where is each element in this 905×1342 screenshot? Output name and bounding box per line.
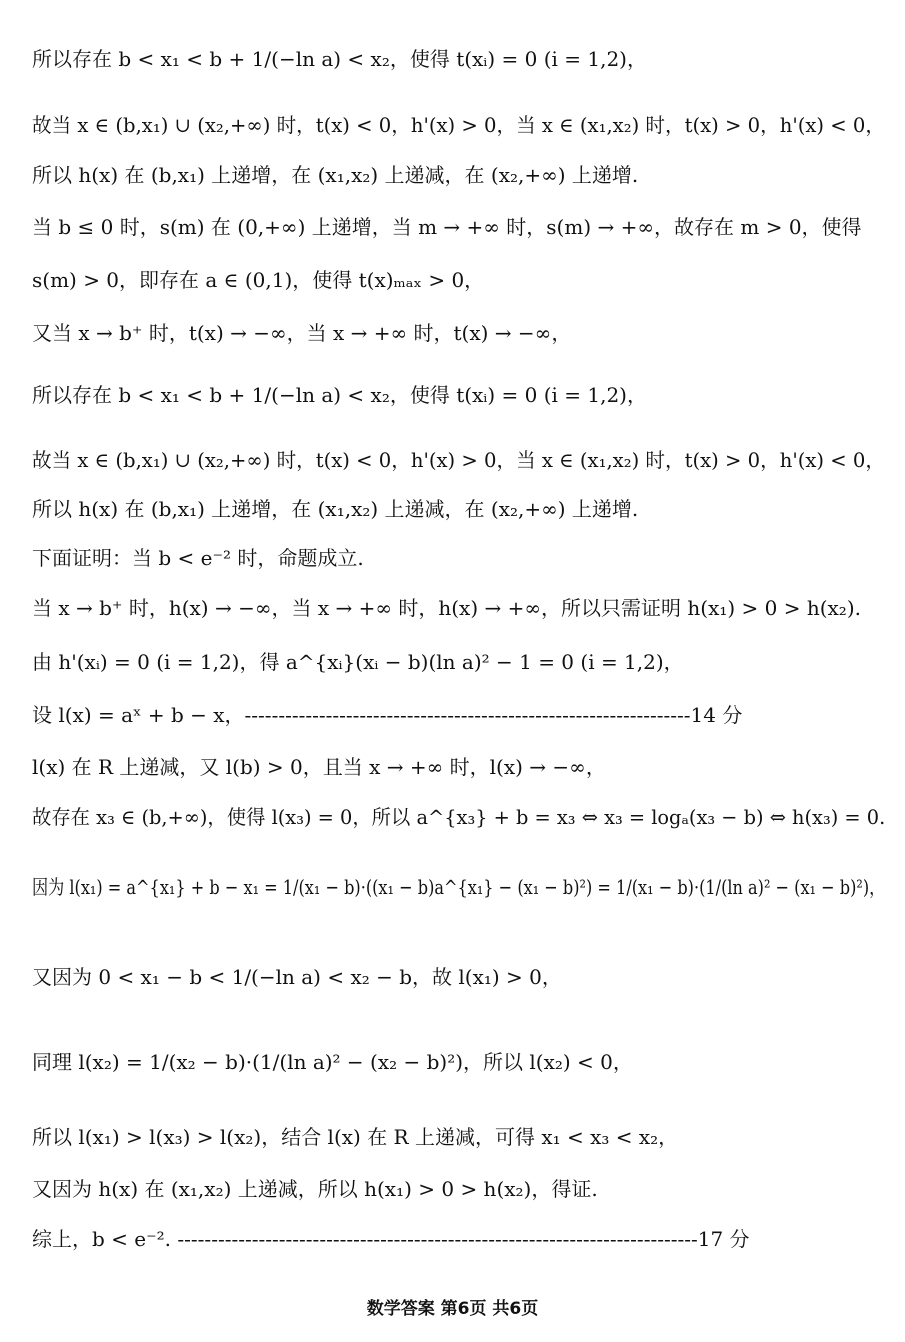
text-line (32, 752, 885, 782)
line-text: 又当 x → b⁺ 时，t(x) → −∞，当 x → +∞ 时，t(x) → −∞， (32, 321, 572, 345)
text-line (32, 1224, 885, 1254)
text-line (32, 962, 885, 992)
text-line (32, 160, 885, 190)
text-line (32, 802, 885, 832)
line-text: l(x) 在 R 上递减，又 l(b) > 0，且当 x → +∞ 时，l(x) → −∞， (32, 755, 606, 779)
line-text: 当 b ≤ 0 时，s(m) 在 (0,+∞) 上递增，当 m → +∞ 时，s(m) → +∞，故存在 m > 0，使得 (32, 215, 862, 239)
line-text: 同理 l(x₂) = 1/(x₂ − b)·(1/(ln a)² − (x₂ − b)²)，所以 l(x₂) < 0， (32, 1050, 633, 1074)
text-line (32, 494, 885, 524)
text-line (32, 44, 885, 74)
page-footer: 数学答案 第6页 共6页 (366, 1299, 539, 1319)
line-text: 所以 l(x₁) > l(x₃) > l(x₂)，结合 l(x) 在 R 上递减，可得 x₁ < x₃ < x₂， (32, 1125, 679, 1149)
text-line (32, 543, 885, 573)
line-text: 设 l(x) = aˣ + b − x，------------------------------------------------------------------14 分 (32, 703, 743, 727)
line-text: 所以存在 b < x₁ < b + 1/(−ln a) < x₂，使得 t(xᵢ) = 0 (i = 1,2)， (32, 383, 647, 407)
line-text: 所以 h(x) 在 (b,x₁) 上递增，在 (x₁,x₂) 上递减，在 (x₂,+∞) 上递增. (32, 163, 639, 187)
text-line (32, 1122, 885, 1152)
text-line (32, 380, 885, 410)
text-line (32, 700, 885, 730)
line-text: 又因为 0 < x₁ − b < 1/(−ln a) < x₂ − b，故 l(x₁) > 0， (32, 965, 562, 989)
text-line (32, 110, 885, 140)
line-text: 故当 x ∈ (b,x₁) ∪ (x₂,+∞) 时，t(x) < 0，h'(x) > 0，当 x ∈ (x₁,x₂) 时，t(x) > 0，h'(x) < 0， (32, 113, 885, 137)
line-text: 所以存在 b < x₁ < b + 1/(−ln a) < x₂，使得 t(xᵢ) = 0 (i = 1,2)， (32, 47, 647, 71)
text-line (32, 318, 885, 348)
line-text: 综上，b < e⁻². -----------------------------------------------------------------------------17 分 (32, 1227, 750, 1251)
text-line (32, 872, 885, 902)
text-line (32, 593, 885, 623)
line-text: 因为 l(x₁) = a^{x₁} + b − x₁ = 1/(x₁ − b)·((x₁ − b)a^{x₁} − (x₁ − b)²) = 1/(x₁ − b)·(1/(ln a)² − (x₁ − b)²)， (32, 875, 886, 899)
line-text: 由 h'(xᵢ) = 0 (i = 1,2)，得 a^{xᵢ}(xᵢ − b)(ln a)² − 1 = 0 (i = 1,2)， (32, 650, 684, 674)
line-text: 当 x → b⁺ 时，h(x) → −∞，当 x → +∞ 时，h(x) → +∞，所以只需证明 h(x₁) > 0 > h(x₂). (32, 596, 861, 620)
text-line (32, 212, 885, 242)
line-text: 又因为 h(x) 在 (x₁,x₂) 上递减，所以 h(x₁) > 0 > h(x₂)，得证. (32, 1177, 598, 1201)
text-line (32, 445, 885, 475)
text-line (32, 1047, 885, 1077)
text-line (32, 265, 885, 295)
line-text: 故当 x ∈ (b,x₁) ∪ (x₂,+∞) 时，t(x) < 0，h'(x) > 0，当 x ∈ (x₁,x₂) 时，t(x) > 0，h'(x) < 0， (32, 448, 885, 472)
text-line (32, 1174, 885, 1204)
line-text: 故存在 x₃ ∈ (b,+∞)，使得 l(x₃) = 0，所以 a^{x₃} + b = x₃ ⇔ x₃ = logₐ(x₃ − b) ⇔ h(x₃) = 0. (32, 805, 886, 829)
line-text: s(m) > 0，即存在 a ∈ (0,1)，使得 t(x)ₘₐₓ > 0， (32, 268, 485, 292)
text-line (32, 647, 885, 677)
line-text: 下面证明：当 b < e⁻² 时，命题成立. (32, 546, 364, 570)
line-text: 所以 h(x) 在 (b,x₁) 上递增，在 (x₁,x₂) 上递减，在 (x₂,+∞) 上递增. (32, 497, 639, 521)
